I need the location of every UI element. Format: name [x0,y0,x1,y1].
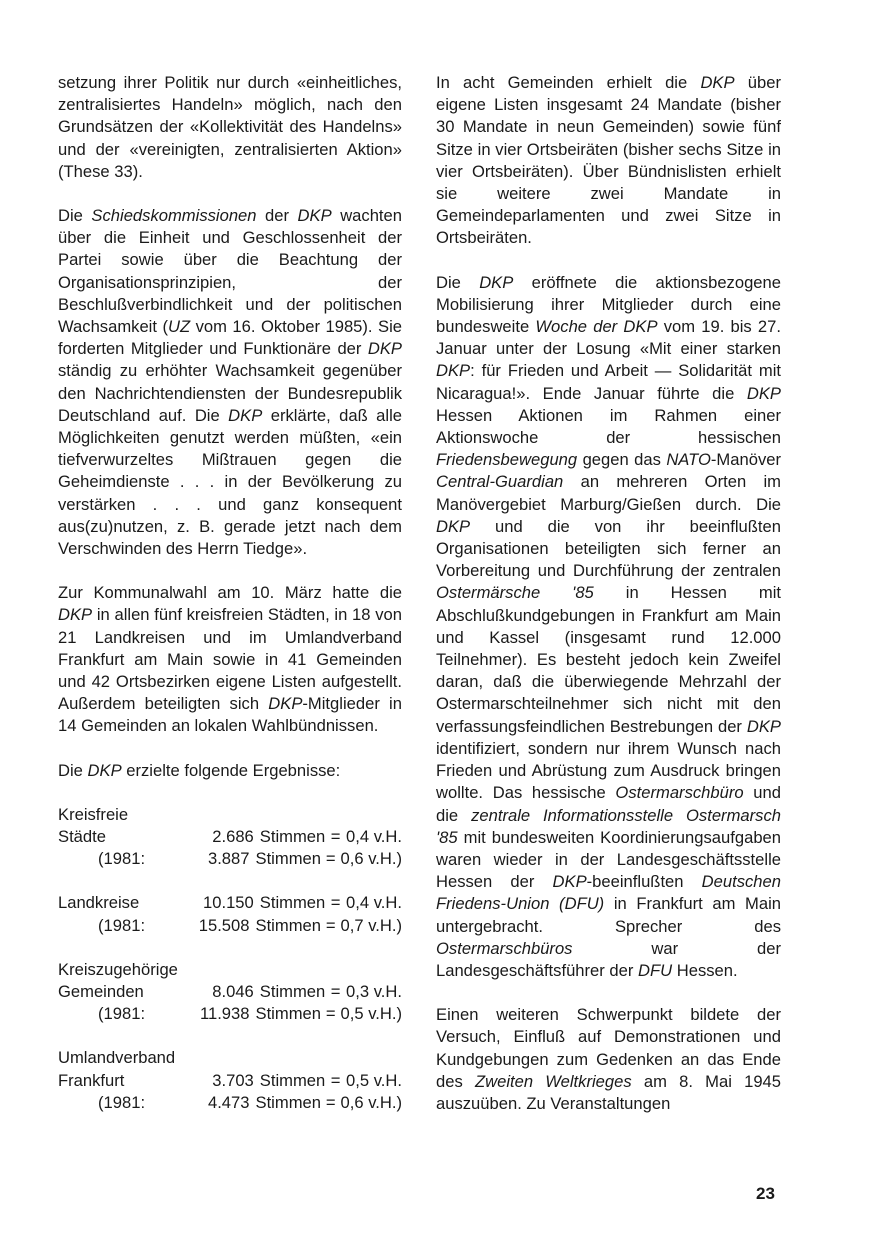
text-run: und die von ihr beeinflußten Organisationen beteiligten sich ferner an Vorbereitung und Durchführung der zentralen [436,516,781,581]
result-label: Frankfurt [58,1070,125,1090]
emphasis-text: DKP [479,272,514,292]
result-prev-year: (1981: [98,1004,146,1024]
emphasis-text: Woche der DKP [535,317,658,337]
text-run: vom 19. bis 27. Januar unter der Losung «Mit einer starken [436,317,781,359]
text-run: Hessen Aktionen im Rahmen einer Aktionswoche der hessischen [436,405,781,448]
results-list [58,804,402,1114]
result-votes-prev: 3.887 [207,849,250,869]
result-group [58,804,402,871]
result-percent-prev: 0,7 v.H.) [340,915,402,935]
text-run: erklärte, daß alle Möglichkeiten genutzt werden müßten, «ein tiefverwurzeltes Mißtrauen gegen die Geheimdienste . . . in der Bevölkerung zu verstärken . . . und ganz konsequent aus(zu)nutzen, z. B. gerade jetzt nach dem Verschwinden des Herrn Tiedge». [58,405,403,559]
text-run: : für Frieden und Arbeit — Solidarität mit Nicaragua!». Ende Januar führte die [436,361,781,403]
result-line-1985 [58,981,402,1003]
paragraph-mandate [436,72,781,250]
text-run: über eigene Listen insgesamt 24 Mandate (bisher 30 Mandate in neun Gemeinden) sowie fünf Sitze in vier Ortsbeiräten (bisher sechs Sitze in vier Ortsbeiräten). Über Bündnislisten erhielt sie weitere zwei Mandate in Gemeindeparlamenten und zwei Sitze in Ortsbeiräten. [436,73,781,248]
result-unit: Stimmen [259,893,326,913]
emphasis-text: DKP [87,760,122,780]
result-group [58,1047,402,1114]
result-votes: 10.150 [203,893,254,913]
text-run: -Mitglieder in 14 Gemeinden an lokalen Wahlbündnissen. [58,694,402,736]
result-line-1981 [58,1092,402,1114]
result-group [58,892,402,936]
result-line-1985 [58,826,402,848]
text-run: Die [58,760,88,780]
text-run: ständig zu erhöhter Wachsamkeit gegenüber den Nachrichtendiensten der Bundesrepublik Deutschland auf. Die [58,361,402,425]
result-group [58,959,402,1026]
paragraph-these-33 [58,72,402,183]
result-prev-year: (1981: [98,1092,146,1112]
result-unit: Stimmen [259,1070,326,1090]
emphasis-text: DKP [268,694,303,714]
result-line-1985 [58,1070,402,1092]
result-heading: Kreiszugehörige [58,959,178,979]
result-heading: Kreisfreie [58,804,129,824]
result-prev-year: (1981: [98,849,146,869]
text-run: in Frankfurt am Main untergebracht. Sprecher des [436,894,781,936]
left-column [58,72,402,1136]
result-percent: 0,4 v.H. [346,827,402,847]
result-percent-prev: 0,6 v.H.) [340,849,402,869]
result-percent-prev: 0,6 v.H.) [340,1092,402,1112]
text-run: in Hessen mit Abschlußkundgebungen in Frankfurt am Main und Kassel (insgesamt rund 12.000 Teilnehmer). Es besteht jedoch kein Zweifel daran, daß die überwiegende Mehrzahl der Ostermarschteilnehmer sich nicht mit den verfassungsfeindlichen Bestrebungen der [436,583,781,736]
result-equals: = [330,982,341,1002]
result-unit: Stimmen [259,827,326,847]
result-unit: Stimmen [255,1004,321,1024]
emphasis-text: UZ [167,317,191,337]
text-run: war der Landesgeschäftsführer der [436,938,781,980]
emphasis-text: Friedensbewegung [436,450,578,470]
text-run: -Manöver [710,450,781,470]
result-percent: 0,5 v.H. [346,1070,402,1090]
result-votes: 2.686 [212,827,254,847]
page-number: 23 [756,1184,775,1203]
result-label: Städte [58,827,106,847]
result-line-1981 [58,848,402,870]
emphasis-text: DKP [436,361,471,381]
text-run: In acht Gemeinden erhielt die [436,73,701,92]
result-equals: = [330,827,341,847]
emphasis-text: Zweiten Weltkrieges [474,1071,632,1091]
result-votes-prev: 11.938 [199,1004,250,1024]
text-run: und die [436,783,781,825]
paragraph-mobilisierung [436,272,781,983]
result-percent: 0,3 v.H. [346,982,402,1002]
emphasis-text: DKP [700,73,735,92]
emphasis-text: Central-Guardian [436,472,564,492]
emphasis-text: DKP [228,405,263,425]
paragraph-text: setzung ihrer Politik nur durch «einheitliches, zentralisiertes Handeln» möglich, nach den Grundsätzen der «Kollektivität des Handelns» und der «vereinigten, zentralisierten Aktion» (These 33). [58,73,402,181]
result-unit: Stimmen [255,1092,321,1112]
result-equals: = [325,915,336,935]
emphasis-text: Deutschen Friedens-Union (DFU) [436,872,781,914]
text-run: identifiziert, sondern nur ihrem Wunsch nach Frieden und Abrüstung zum Ausdruck bringen wollte. Das hessische [436,738,781,803]
paragraph-kommunalwahl [58,582,402,737]
text-run: erzielte folgende Ergebnisse: [121,760,341,780]
text-run: Hessen. [672,960,738,980]
result-equals: = [330,1070,341,1090]
text-run: an mehreren Orten im Manövergebiet Marburg/Gießen durch. Die [436,472,781,514]
result-line-1981 [58,1003,402,1025]
emphasis-text: DKP [436,516,471,536]
emphasis-text: DFU [638,960,673,980]
result-votes-prev: 15.508 [198,915,250,935]
result-percent: 0,4 v.H. [346,893,402,913]
result-label: Gemeinden [58,982,144,1002]
emphasis-text: DKP [746,383,781,403]
text-run: vom 16. Oktober 1985). Sie forderten Mitglieder und Funktionäre der [58,317,402,359]
result-equals: = [325,1092,336,1112]
text-run: in allen fünf kreisfreien Städten, in 18 von 21 Landkreisen und im Umlandverband Frankfurt am Main sowie in 41 Gemeinden und 42 Ortsbezirken eigene Listen aufgestellt. Außerdem beteiligten sich [58,605,402,714]
result-unit: Stimmen [259,982,326,1002]
text-run: wachten über die Einheit und Geschlossenheit der Partei sowie über die Beachtung der Organisationsprinzipien, der Beschlußverbindlichkeit und der politischen Wachsamkeit ( [58,206,402,337]
result-votes: 3.703 [212,1070,254,1090]
result-equals: = [330,893,341,913]
paragraph-ergebnisse-intro [58,760,402,782]
emphasis-text: DKP [367,339,402,359]
emphasis-text: DKP [552,872,587,892]
result-equals: = [325,849,336,869]
emphasis-text: Ostermarschbüro [615,783,744,803]
text-run: -beeinflußten [586,872,702,892]
text-run: der [256,206,298,226]
result-prev-year: (1981: [98,915,146,935]
result-percent-prev: 0,5 v.H.) [340,1004,402,1024]
emphasis-text: DKP [58,605,93,625]
text-run: mit bundesweiten Koordinierungsaufgaben waren wieder in der Landesgeschäftsstelle Hessen der [436,827,781,892]
text-run: Einen weiteren Schwerpunkt bildete der Versuch, Einfluß auf Demonstrationen und Kundgebungen zum Gedenken an das Ende des [436,1005,781,1091]
result-votes: 8.046 [212,982,254,1002]
text-run: Zur Kommunalwahl am 10. März hatte die [58,583,402,603]
result-label: Landkreise [58,893,140,913]
result-votes-prev: 4.473 [207,1092,250,1112]
result-unit: Stimmen [255,849,321,869]
emphasis-text: Ostermarschbüros [436,938,573,958]
result-line-1981 [58,915,402,937]
text-run: Die [436,272,480,292]
paragraph-schiedskommissionen [58,205,402,560]
text-run: eröffnete die aktionsbezogene Mobilisierung ihrer Mitglieder durch eine bundesweite [436,272,781,337]
text-run: gegen das [577,450,667,470]
result-equals: = [325,1004,336,1024]
paragraph-weltkrieg [436,1004,781,1115]
emphasis-text: Ostermärsche '85 [436,583,594,603]
result-heading: Umlandverband [58,1048,176,1068]
emphasis-text: Schiedskommissionen [91,206,257,226]
emphasis-text: NATO [666,450,711,470]
result-line-1985 [58,892,402,914]
emphasis-text: DKP [297,206,332,226]
text-run: Die [58,206,92,226]
text-run: am 8. Mai 1945 auszuüben. Zu Veranstaltungen [436,1071,782,1113]
emphasis-text: zentrale Informationsstelle Ostermarsch '85 [436,805,781,847]
right-column [436,72,781,1137]
emphasis-text: DKP [746,716,781,736]
result-unit: Stimmen [255,915,321,935]
